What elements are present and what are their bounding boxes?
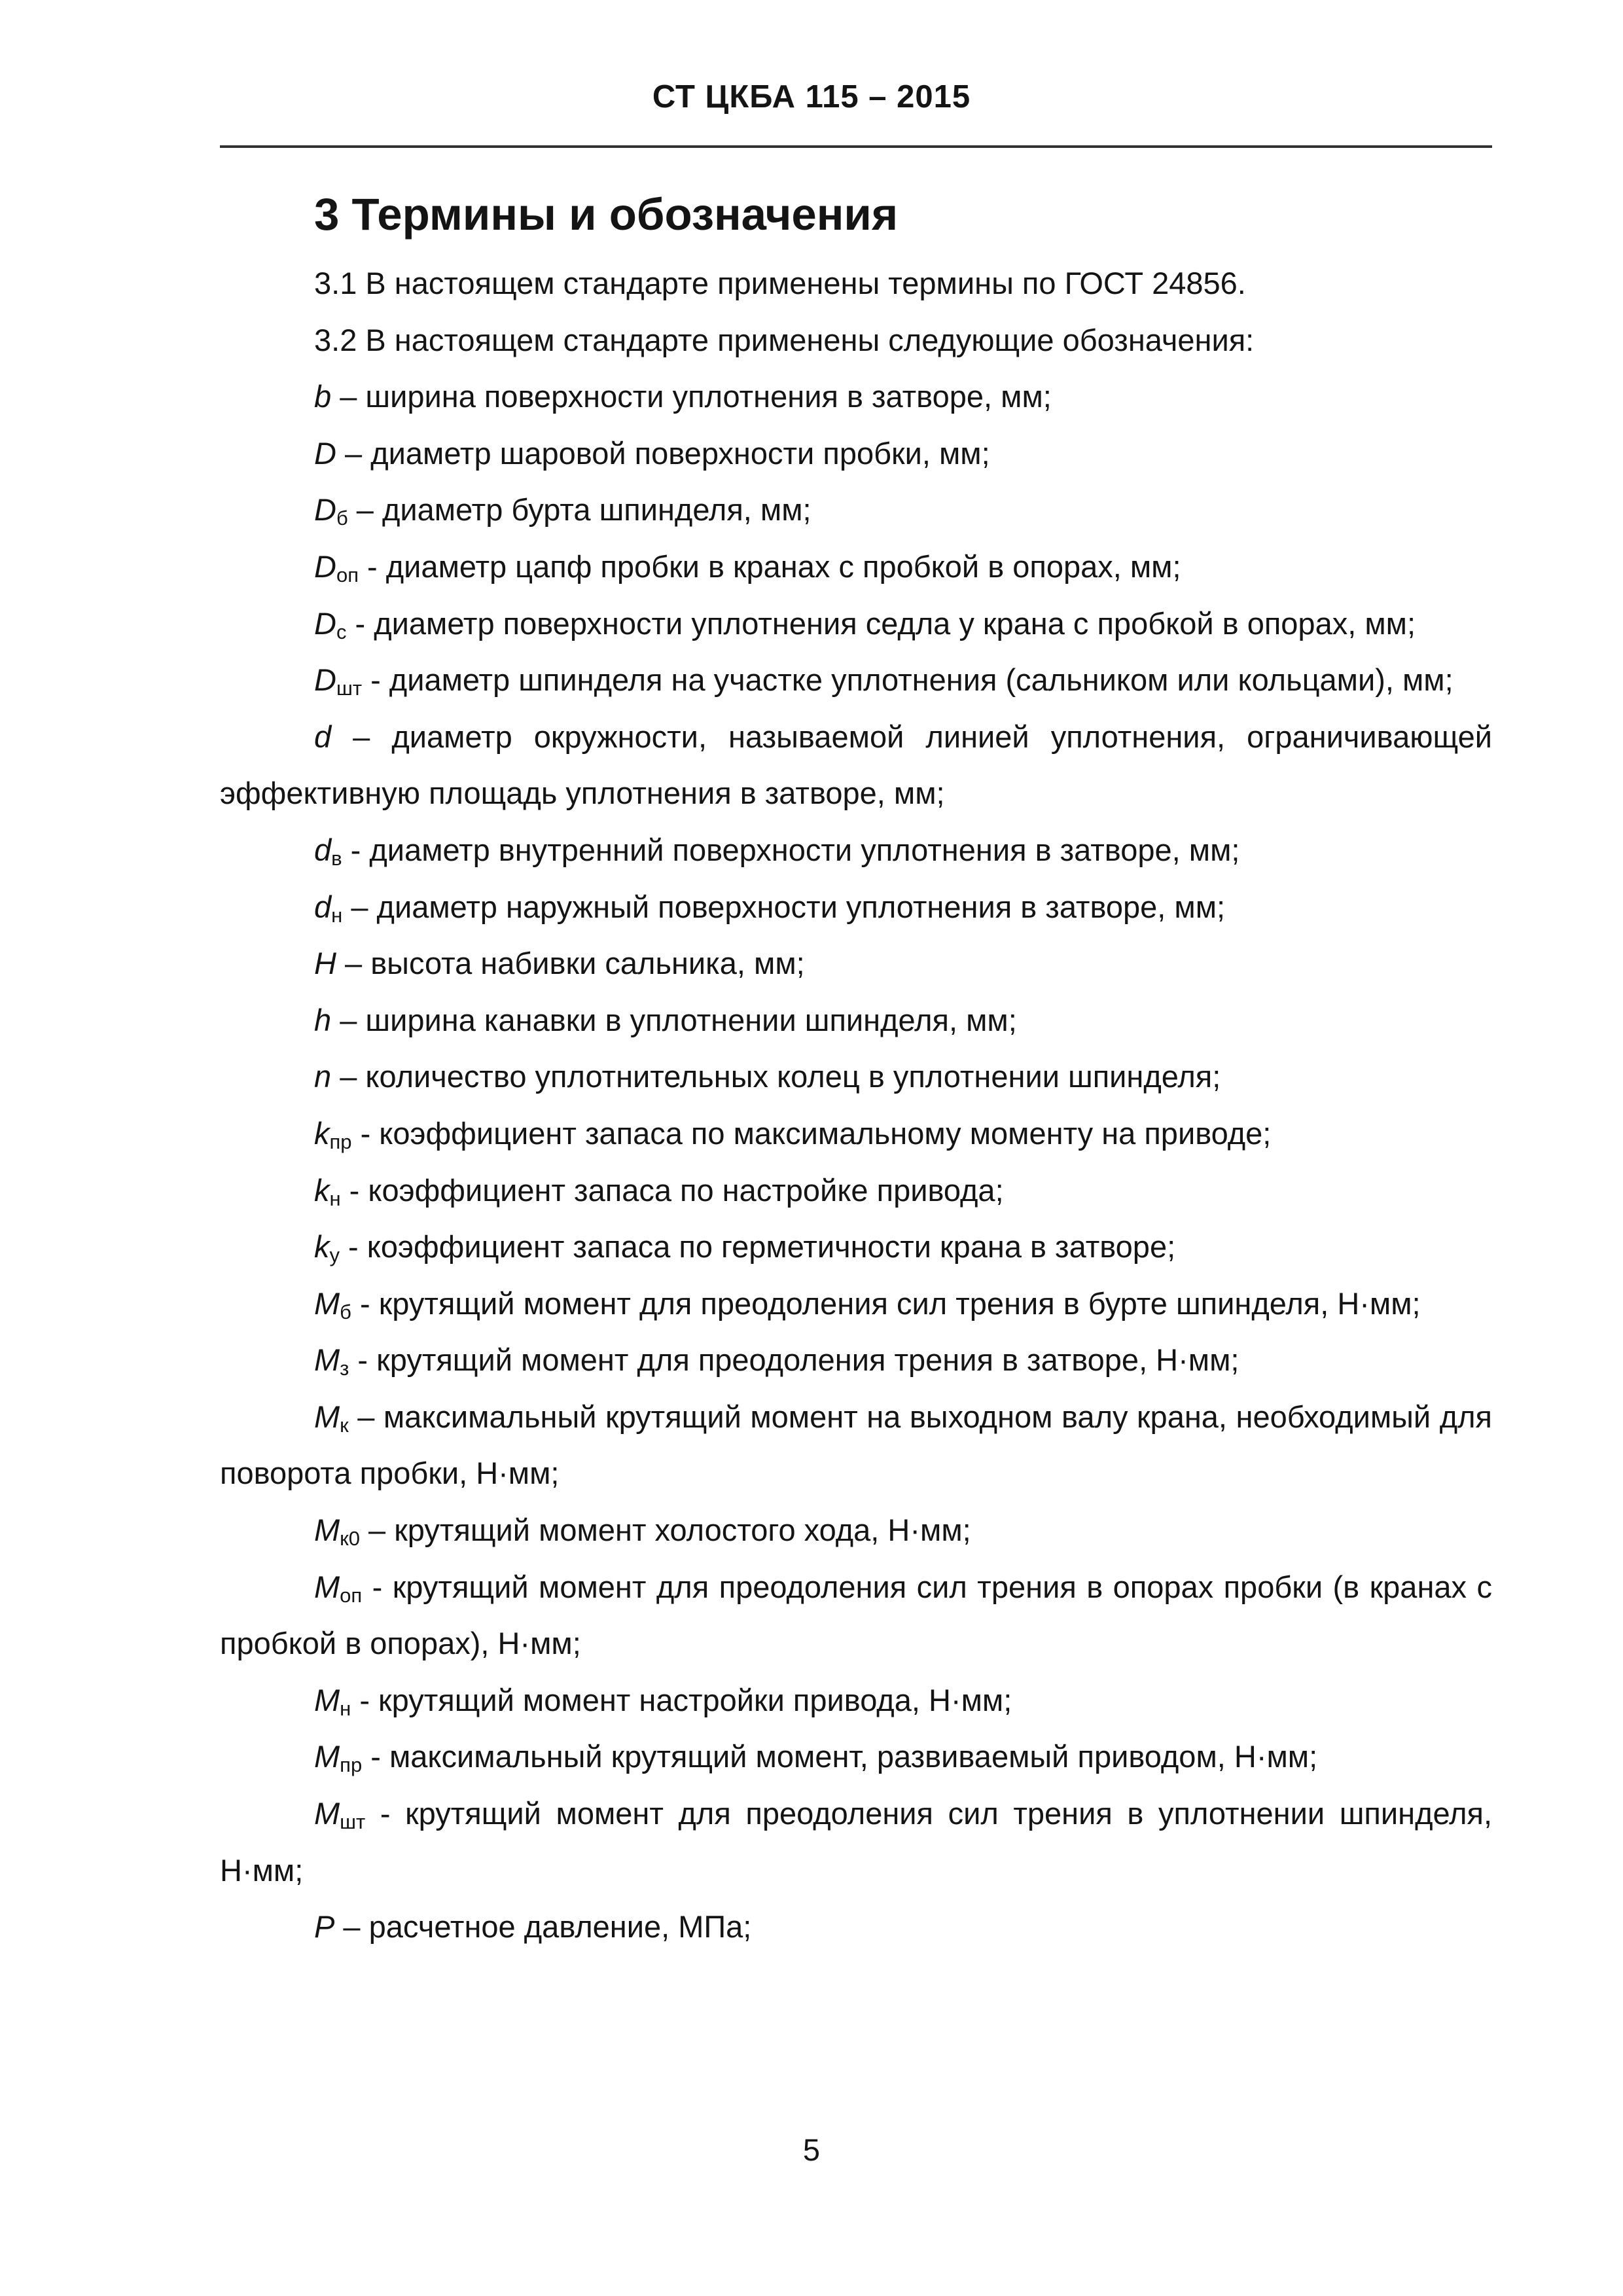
definition-subscript: н <box>329 1187 341 1210</box>
definition-subscript: шт <box>336 677 363 700</box>
definition-item <box>220 539 1492 596</box>
definition-item <box>220 482 1492 539</box>
definition-text: – количество уплотнительных колец в уплотнении шпинделя; <box>331 1059 1221 1094</box>
definition-item <box>220 935 1492 992</box>
definition-subscript: к0 <box>340 1527 360 1551</box>
definition-symbol: H <box>314 946 336 981</box>
definition-symbol: $D_{оп}$ <box>314 548 359 586</box>
definition-item <box>220 1729 1492 1785</box>
definition-item <box>220 1559 1492 1672</box>
section-title: 3 Термины и обозначения <box>314 189 899 240</box>
definition-item <box>220 1332 1492 1389</box>
definition-symbol: $D_{шт}$ <box>314 662 363 700</box>
definition-text: – диаметр бурта шпинделя, мм; <box>348 492 812 528</box>
header-divider-line <box>220 145 1492 148</box>
definition-item <box>220 822 1492 879</box>
section-body <box>220 255 1492 1956</box>
definition-text: – диаметр окружности, называемой линией уплотнения, ограничивающей эффективную площадь уплотнения в затворе, мм; <box>220 719 1492 811</box>
definition-symbol: d <box>314 719 332 754</box>
definition-text: – ширина поверхности уплотнения в затворе, мм; <box>331 379 1052 414</box>
definition-subscript: б <box>336 507 348 530</box>
definition-symbol: $k_у$ <box>314 1229 340 1267</box>
definition-symbol: b <box>314 379 332 414</box>
definition-subscript: у <box>329 1244 340 1267</box>
definition-text: – максимальный крутящий момент на выходном валу крана, необходимый для поворота пробки, Н·мм; <box>220 1399 1492 1491</box>
definition-subscript: оп <box>340 1583 363 1607</box>
definition-text: - диаметр шпинделя на участке уплотнения (сальником или кольцами), мм; <box>362 662 1454 698</box>
definition-symbol: n <box>314 1059 332 1094</box>
definition-item <box>220 709 1492 822</box>
definition-text: - диаметр внутренний поверхности уплотнения в затворе, мм; <box>342 832 1240 867</box>
definition-text: - коэффициент запаса по максимальному моменту на приводе; <box>351 1115 1272 1151</box>
definition-symbol: D <box>314 435 336 471</box>
definition-text: - крутящий момент для преодоления сил трения в опорах пробки (в кранах с пробкой в опорах), Н·мм; <box>220 1569 1492 1661</box>
definition-subscript: пр <box>340 1753 363 1777</box>
definition-item <box>220 1389 1492 1502</box>
definition-item <box>220 652 1492 709</box>
definition-subscript: б <box>340 1300 351 1323</box>
definition-subscript: шт <box>340 1810 366 1834</box>
definition-symbol: $M_{к0}$ <box>314 1513 360 1551</box>
definition-subscript: пр <box>329 1130 352 1153</box>
definition-item <box>220 879 1492 936</box>
definition-text: - максимальный крутящий момент, развиваемый приводом, Н·мм; <box>362 1739 1318 1774</box>
definition-symbol: $D_б$ <box>314 492 348 530</box>
definition-text: – расчетное давление, МПа; <box>334 1909 752 1945</box>
definition-text: – ширина канавки в уплотнении шпинделя, мм; <box>331 1002 1017 1037</box>
definition-text: - крутящий момент настройки привода, Н·мм; <box>351 1682 1012 1717</box>
definition-text: - коэффициент запаса по настройке привода; <box>340 1172 1004 1208</box>
definition-symbol: $M_н$ <box>314 1682 351 1720</box>
definition-symbol: $M_{пр}$ <box>314 1739 363 1777</box>
definition-subscript: к <box>340 1413 349 1437</box>
definition-item <box>220 1162 1492 1219</box>
definition-symbol: $D_с$ <box>314 605 347 643</box>
definition-item <box>220 1219 1492 1276</box>
page-number: 5 <box>802 2132 821 2167</box>
definition-subscript: з <box>340 1357 349 1380</box>
definition-item <box>220 368 1492 425</box>
definition-item <box>220 1502 1492 1559</box>
definition-item <box>220 596 1492 653</box>
definition-symbol: $k_{пр}$ <box>314 1115 352 1153</box>
definition-text: - диаметр цапф пробки в кранах с пробкой в опорах, мм; <box>358 548 1181 584</box>
definition-symbol: $M_к$ <box>314 1399 349 1437</box>
definition-subscript: н <box>340 1696 351 1720</box>
definition-item <box>220 1785 1492 1899</box>
definition-subscript: оп <box>336 563 359 586</box>
definition-symbol: $d_н$ <box>314 889 343 927</box>
definition-item <box>220 1276 1492 1333</box>
definition-item <box>220 1672 1492 1729</box>
definition-item <box>220 1105 1492 1162</box>
definition-text: - крутящий момент для преодоления сил трения в бурте шпинделя, Н·мм; <box>351 1285 1421 1321</box>
definition-symbol: $M_з$ <box>314 1342 349 1380</box>
document-code-header: СТ ЦКБА 115 – 2015 <box>652 79 971 115</box>
paragraph-3-1: 3.1 В настоящем стандарте применены термины по ГОСТ 24856. <box>314 266 1246 300</box>
definition-text: – высота набивки сальника, мм; <box>336 946 805 981</box>
definition-subscript: н <box>331 903 343 927</box>
definition-symbol: $M_{шт}$ <box>314 1796 366 1834</box>
definition-text: – диаметр шаровой поверхности пробки, мм; <box>336 435 990 471</box>
definition-text: - крутящий момент для преодоления трения в затворе, Н·мм; <box>349 1342 1240 1378</box>
definition-symbol: P <box>314 1909 335 1945</box>
definition-text: - коэффициент запаса по герметичности крана в затворе; <box>340 1229 1176 1265</box>
definition-symbol: $k_н$ <box>314 1172 341 1210</box>
definition-item <box>220 1899 1492 1956</box>
definition-text: - диаметр поверхности уплотнения седла у крана с пробкой в опорах, мм; <box>346 605 1416 641</box>
definition-item <box>220 1049 1492 1105</box>
definition-symbol: h <box>314 1002 332 1037</box>
definition-text: – диаметр наружный поверхности уплотнения в затворе, мм; <box>342 889 1226 924</box>
definition-item <box>220 992 1492 1049</box>
definition-symbol: $M_{оп}$ <box>314 1569 363 1607</box>
definition-symbol: $M_б$ <box>314 1285 351 1323</box>
definition-text: - крутящий момент для преодоления сил трения в уплотнении шпинделя, Н·мм; <box>220 1796 1492 1888</box>
definition-subscript: с <box>336 620 347 643</box>
definition-symbol: $d_в$ <box>314 832 342 870</box>
definition-subscript: в <box>331 846 342 870</box>
definition-text: – крутящий момент холостого хода, Н·мм; <box>359 1513 971 1548</box>
definition-item <box>220 425 1492 482</box>
paragraph-3-2: 3.2 В настоящем стандарте применены следующие обозначения: <box>314 322 1255 357</box>
